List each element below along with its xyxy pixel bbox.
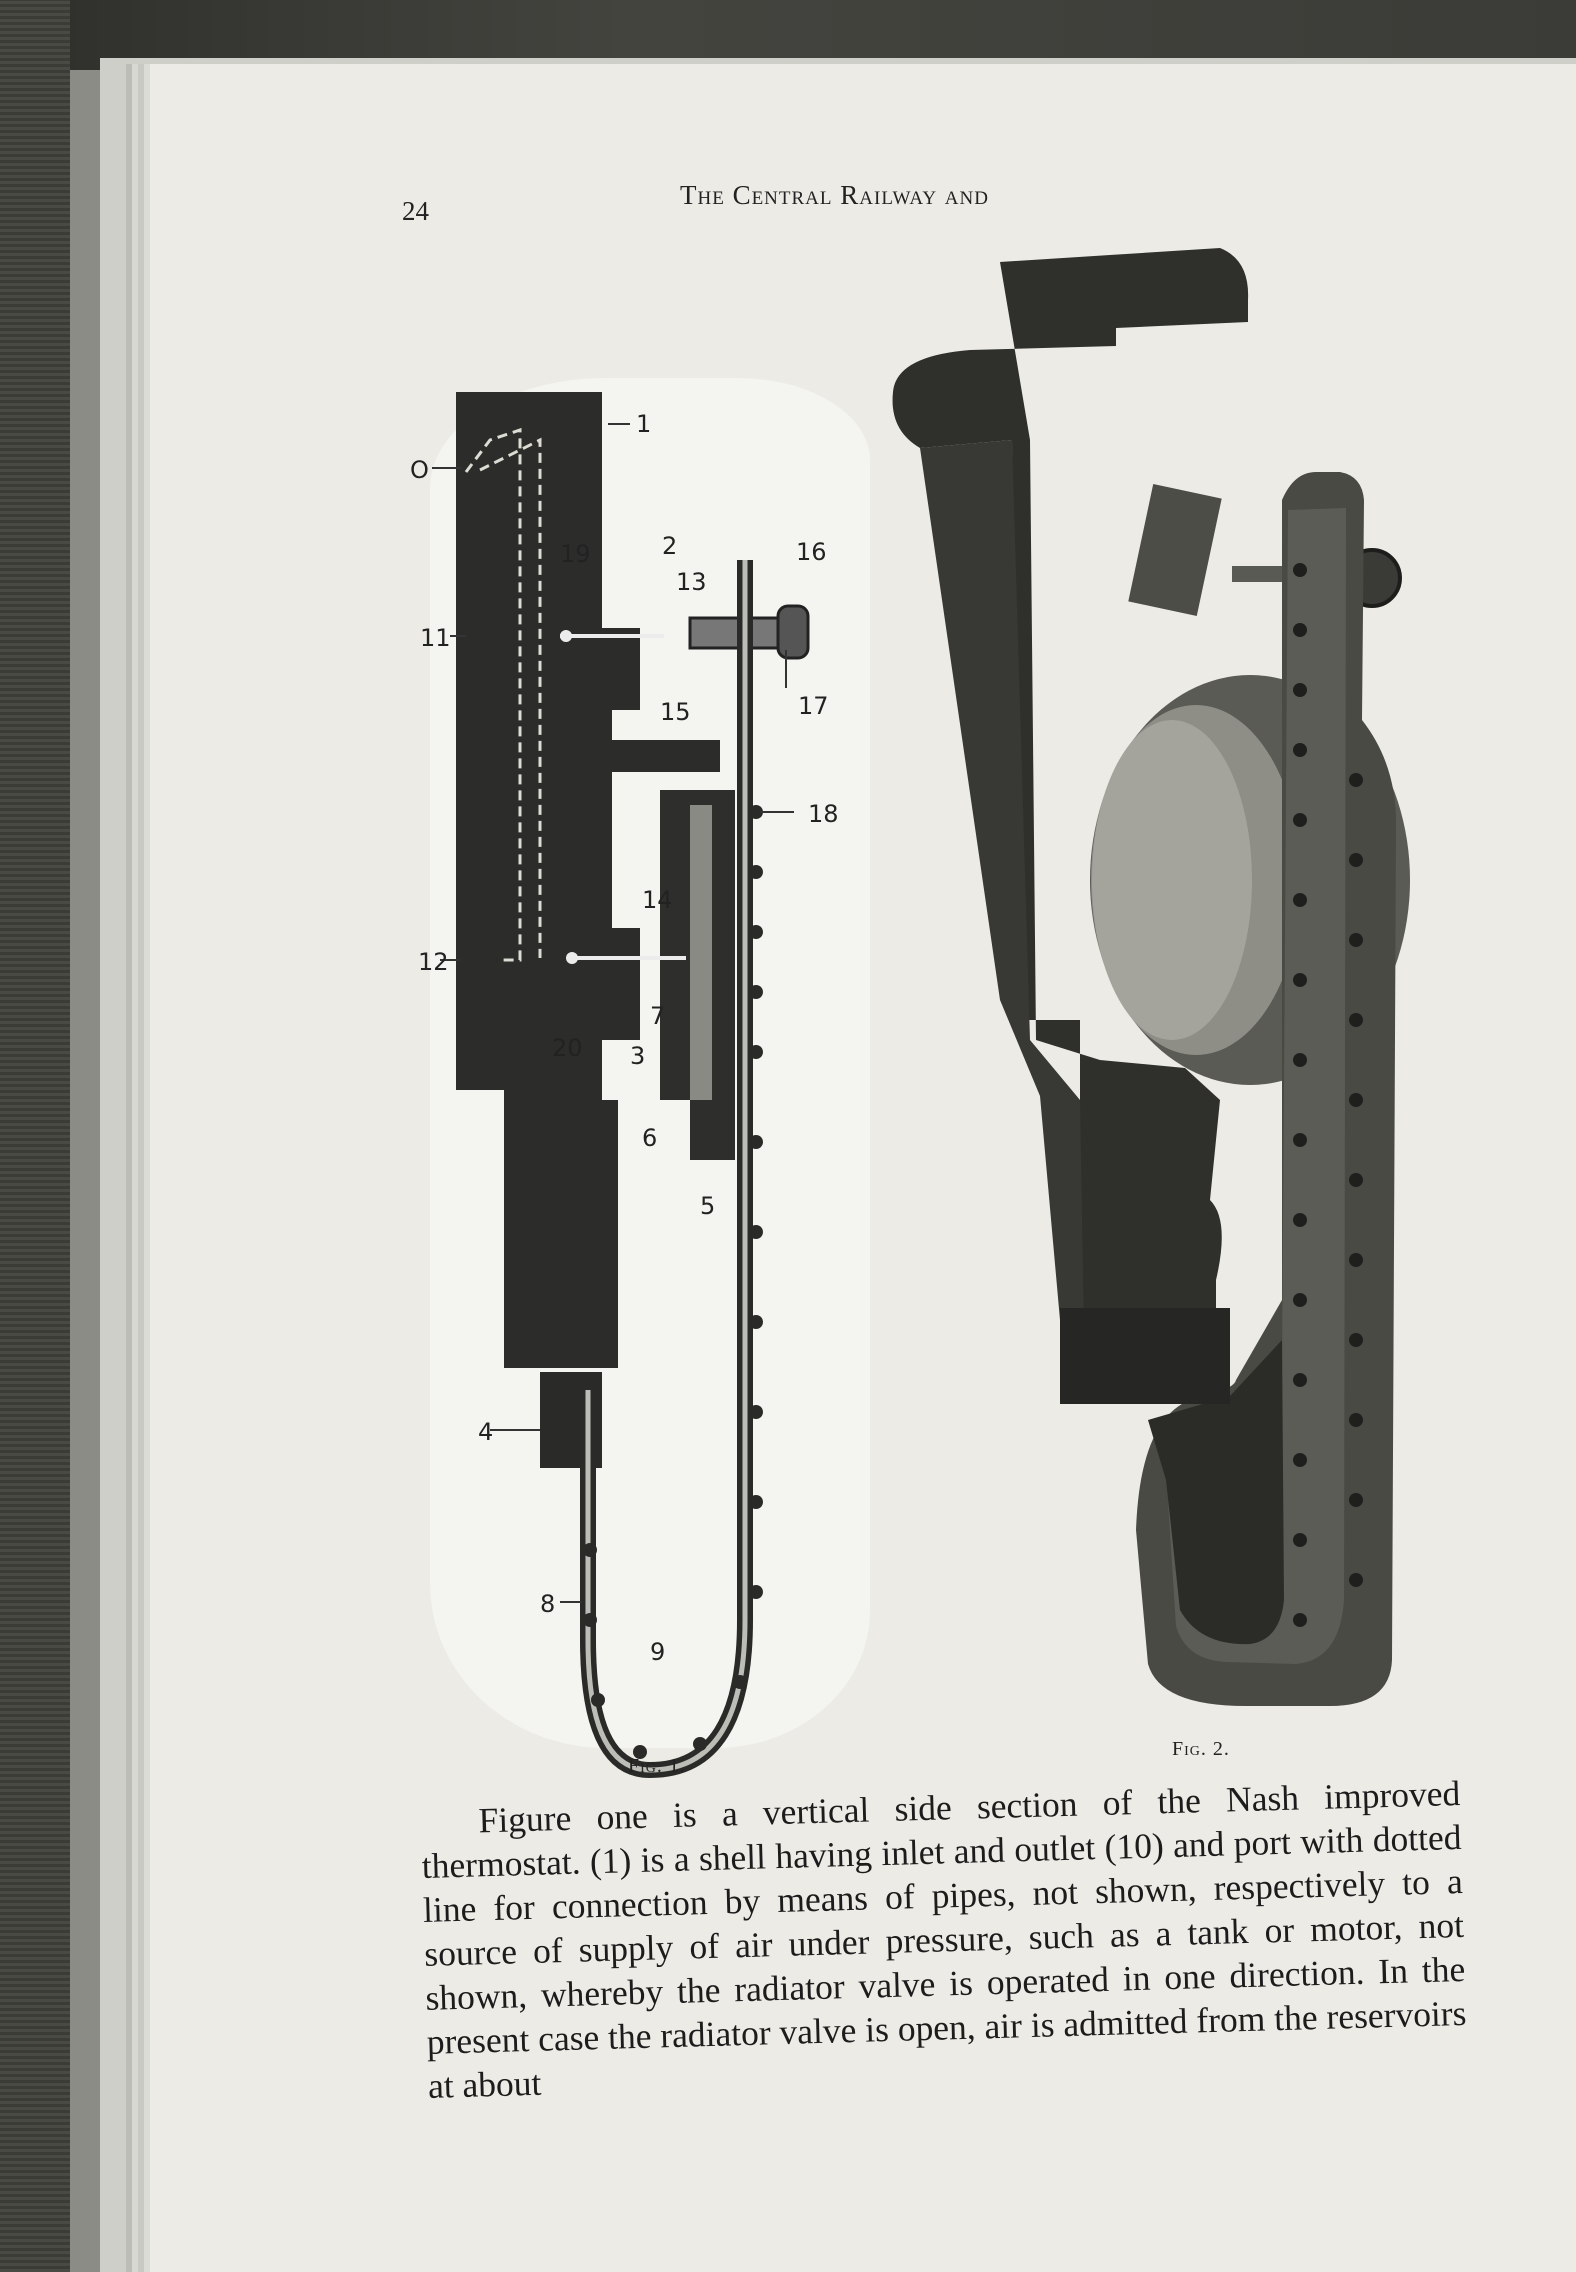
- fig1-label-4: 4: [478, 1418, 494, 1446]
- fig1-label-7: 7: [650, 1002, 666, 1030]
- body-paragraph: Figure one is a vertical side section of the Nash improved thermostat. (1) is a shell having inlet and outlet (10) and port with dotted line for connection by means of pipes, not shown, respectively to a source of supply of air under pressure, such as a tank or motor, not shown, whereby the radiator valve is operated in one direction. In the present case the radiator valve is open, air is admitted from the reservoirs at about: [421, 1772, 1467, 2106]
- fig1-label-9: 9: [650, 1638, 666, 1666]
- fig1-label-13: 13: [676, 568, 707, 596]
- fig1-label-20: 20: [552, 1034, 583, 1062]
- fig1-label-6: 6: [642, 1124, 658, 1152]
- page-number: 24: [402, 196, 429, 226]
- fig1-label-18: 18: [808, 800, 839, 828]
- running-head: The Central Railway and: [680, 180, 989, 210]
- fig1-label-17: 17: [798, 692, 829, 720]
- figure-1-caption: Fig. 1.: [628, 1755, 686, 1777]
- fig1-label-8: 8: [540, 1590, 556, 1618]
- fig1-label-15: 15: [660, 698, 691, 726]
- fig1-label-19: 19: [560, 540, 591, 568]
- fig1-label-1: 1: [636, 410, 652, 438]
- figure-2-photograph: [893, 248, 1410, 1706]
- figure-1-diagram: [410, 392, 839, 1770]
- fig1-label-5: 5: [700, 1192, 716, 1220]
- fig1-label-0: O: [410, 456, 429, 484]
- body-text: [420, 1771, 1468, 2108]
- fig1-label-2: 2: [662, 532, 678, 560]
- figure-2-caption: Fig. 2.: [1172, 1738, 1230, 1760]
- fig1-label-3: 3: [630, 1042, 646, 1070]
- fig1-label-11: 11: [420, 624, 451, 652]
- fig1-label-12: 12: [418, 948, 449, 976]
- fig1-label-16: 16: [796, 538, 827, 566]
- fig1-label-14: 14: [642, 886, 673, 914]
